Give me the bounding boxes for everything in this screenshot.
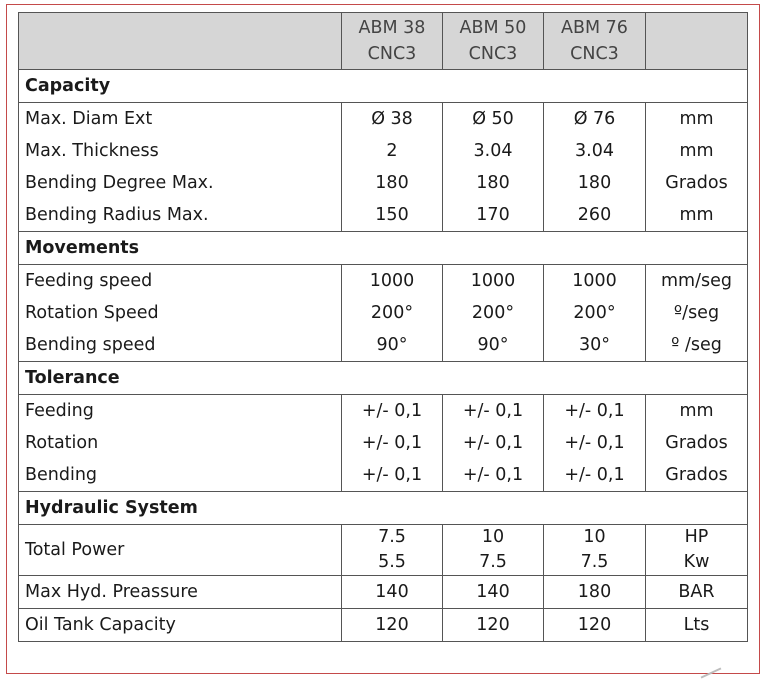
cell-value: +/- 0,1 bbox=[342, 427, 443, 459]
cell-value: 180 bbox=[544, 576, 646, 609]
section-hydraulic bbox=[19, 492, 748, 525]
row-label: Bending Radius Max. bbox=[19, 199, 342, 232]
cell-unit: mm/seg bbox=[646, 265, 748, 298]
table-row bbox=[19, 265, 748, 298]
cell-value: 170 bbox=[443, 199, 544, 232]
header-empty-cell bbox=[19, 13, 342, 70]
section-tolerance bbox=[19, 362, 748, 395]
cell-unit: mm bbox=[646, 103, 748, 136]
spec-table bbox=[18, 12, 748, 642]
cell-value: 90° bbox=[443, 329, 544, 362]
table-row bbox=[19, 103, 748, 136]
table-row bbox=[19, 329, 748, 362]
section-title: Hydraulic System bbox=[19, 492, 748, 525]
table-row bbox=[19, 297, 748, 329]
cell-unit: Grados bbox=[646, 427, 748, 459]
table-row bbox=[19, 395, 748, 428]
header-model-1: ABM 38 CNC3 bbox=[342, 13, 443, 70]
table-row bbox=[19, 199, 748, 232]
row-label: Max. Diam Ext bbox=[19, 103, 342, 136]
header-model-3: ABM 76 CNC3 bbox=[544, 13, 646, 70]
cell-value: 140 bbox=[443, 576, 544, 609]
cell-value: 3.04 bbox=[443, 135, 544, 167]
cell-value-pair: 10 7.5 bbox=[443, 525, 544, 576]
cell-value: 150 bbox=[342, 199, 443, 232]
table-row bbox=[19, 427, 748, 459]
cell-value: 3.04 bbox=[544, 135, 646, 167]
row-label: Feeding bbox=[19, 395, 342, 428]
section-movements bbox=[19, 232, 748, 265]
section-title: Movements bbox=[19, 232, 748, 265]
cell-value: +/- 0,1 bbox=[544, 395, 646, 428]
cell-value: +/- 0,1 bbox=[342, 459, 443, 492]
cell-value: +/- 0,1 bbox=[443, 427, 544, 459]
cell-unit-pair: HP Kw bbox=[646, 525, 748, 576]
cell-value: 1000 bbox=[443, 265, 544, 298]
table-row bbox=[19, 167, 748, 199]
row-label: Bending speed bbox=[19, 329, 342, 362]
row-label: Oil Tank Capacity bbox=[19, 609, 342, 642]
cell-unit: mm bbox=[646, 395, 748, 428]
row-label: Bending Degree Max. bbox=[19, 167, 342, 199]
cell-value: 90° bbox=[342, 329, 443, 362]
table-row bbox=[19, 576, 748, 609]
cell-value: +/- 0,1 bbox=[544, 427, 646, 459]
row-label: Rotation bbox=[19, 427, 342, 459]
cell-value: 120 bbox=[342, 609, 443, 642]
cell-value: 120 bbox=[544, 609, 646, 642]
section-capacity bbox=[19, 70, 748, 103]
row-label: Max Hyd. Preassure bbox=[19, 576, 342, 609]
cell-value: Ø 38 bbox=[342, 103, 443, 136]
cell-value-pair: 10 7.5 bbox=[544, 525, 646, 576]
cell-value: +/- 0,1 bbox=[443, 459, 544, 492]
cell-unit: mm bbox=[646, 135, 748, 167]
row-label: Feeding speed bbox=[19, 265, 342, 298]
section-title: Capacity bbox=[19, 70, 748, 103]
cell-value: 1000 bbox=[544, 265, 646, 298]
cell-unit: mm bbox=[646, 199, 748, 232]
cell-unit: º /seg bbox=[646, 329, 748, 362]
cell-value: 180 bbox=[342, 167, 443, 199]
cell-value: +/- 0,1 bbox=[342, 395, 443, 428]
cell-unit: BAR bbox=[646, 576, 748, 609]
table-row bbox=[19, 135, 748, 167]
row-label: Bending bbox=[19, 459, 342, 492]
row-label: Total Power bbox=[19, 525, 342, 576]
cell-value: Ø 50 bbox=[443, 103, 544, 136]
cell-value: 2 bbox=[342, 135, 443, 167]
header-unit-cell bbox=[646, 13, 748, 70]
cell-value-pair: 7.5 5.5 bbox=[342, 525, 443, 576]
cell-value: 200° bbox=[342, 297, 443, 329]
cell-value: 200° bbox=[443, 297, 544, 329]
cell-value: 140 bbox=[342, 576, 443, 609]
cell-value: Ø 76 bbox=[544, 103, 646, 136]
cell-value: 260 bbox=[544, 199, 646, 232]
row-label: Max. Thickness bbox=[19, 135, 342, 167]
cell-unit: º/seg bbox=[646, 297, 748, 329]
header-row bbox=[19, 13, 748, 70]
cell-value: 120 bbox=[443, 609, 544, 642]
cell-unit: Grados bbox=[646, 167, 748, 199]
cell-value: 180 bbox=[443, 167, 544, 199]
header-model-2: ABM 50 CNC3 bbox=[443, 13, 544, 70]
cell-unit: Lts bbox=[646, 609, 748, 642]
cell-value: +/- 0,1 bbox=[544, 459, 646, 492]
cell-value: 200° bbox=[544, 297, 646, 329]
table-row bbox=[19, 609, 748, 642]
cell-value: 1000 bbox=[342, 265, 443, 298]
cell-value: 30° bbox=[544, 329, 646, 362]
section-title: Tolerance bbox=[19, 362, 748, 395]
table-row-total-power bbox=[19, 525, 748, 576]
table-row bbox=[19, 459, 748, 492]
cell-value: 180 bbox=[544, 167, 646, 199]
row-label: Rotation Speed bbox=[19, 297, 342, 329]
cell-unit: Grados bbox=[646, 459, 748, 492]
cell-value: +/- 0,1 bbox=[443, 395, 544, 428]
